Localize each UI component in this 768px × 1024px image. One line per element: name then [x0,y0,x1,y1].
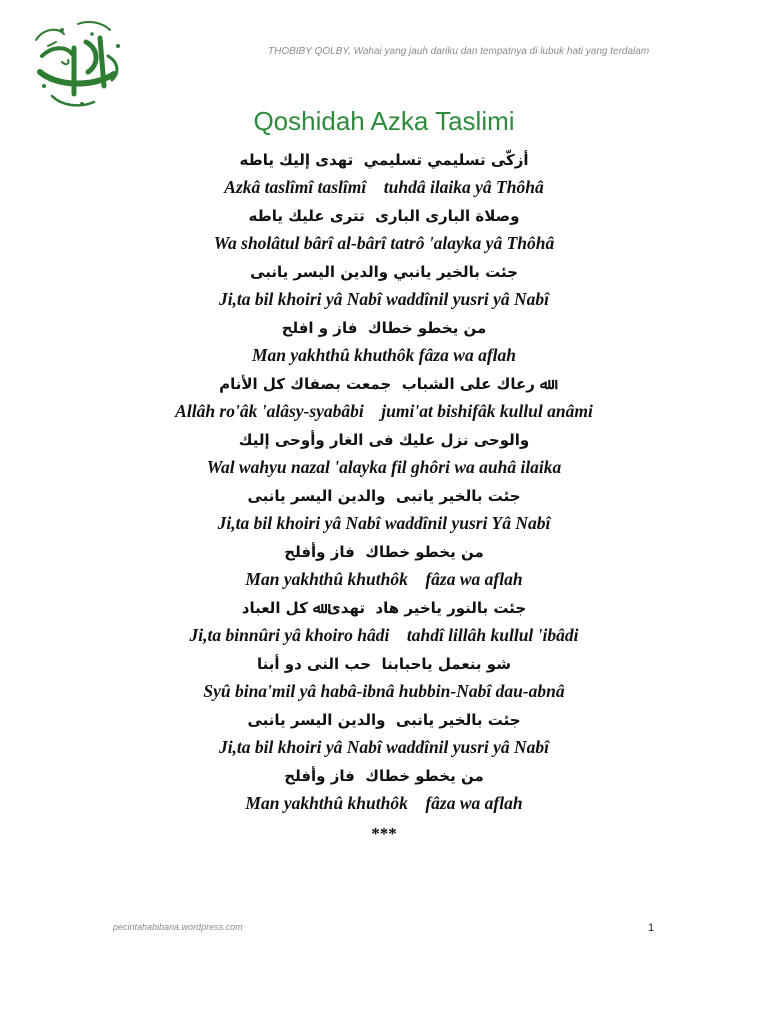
verse-5 [0,370,768,426]
verse-1 [0,146,768,202]
transliteration-line: Man yakhthû khuthôk fâza wa aflah [245,569,523,589]
verse-11 [0,706,768,762]
verse-6 [0,426,768,482]
transliteration-line: Ji,ta binnûri yâ khoiro hâdi tahdî lillâh kullul 'ibâdi [189,625,579,645]
header-text: THOBIBY QOLBY, Wahai yang jauh dariku dan tempatnya di lubuk hati yang terdalam [268,46,650,57]
verse-4 [0,314,768,370]
footer-url: pecintahabibana.wordpress.com [113,922,243,932]
arabic-line: جئت بالخير يانبى والدين اليسر يانبى [247,711,521,729]
page-title: Qoshidah Azka Taslimi [253,106,515,136]
verse-list [0,146,768,818]
transliteration-line: Ji,ta bil khoiri yâ Nabî waddînil yusri yâ Nabî [218,737,550,757]
verse-7 [0,482,768,538]
muhammad-calligraphy-logo [22,16,130,116]
transliteration-line: Allâh ro'âk 'alâsy-syabâbi jumi'at bishifâk kullul anâmi [175,401,593,421]
verse-10 [0,650,768,706]
verse-9 [0,594,768,650]
arabic-line: من يخطو خطاك فاز وأفلح [284,543,484,561]
page-number: 1 [648,922,655,934]
arabic-line: ﷲ رعاك على الشباب جمعت بصفاك كل الأنام [219,375,549,393]
arabic-line: جئت بالخير يانبى والدين اليسر يانبى [247,487,521,505]
arabic-line: شو بنعمل ياحبابنا حب النى دو أبنا [257,655,511,673]
transliteration-line: Wa sholâtul bârî al-bârî tatrô 'alayka yâ Thôhâ [213,233,555,253]
section-separator: *** [371,824,397,843]
transliteration-line: Ji,ta bil khoiri yâ Nabî waddînil yusri Yâ Nabî [217,513,551,533]
arabic-line: أزكّى تسليمي تسليمي تهدى إليك ياطه [239,151,529,169]
verse-2 [0,202,768,258]
verse-3 [0,258,768,314]
transliteration-line: Man yakhthû khuthôk fâza wa aflah [245,793,523,813]
verse-8 [0,538,768,594]
verse-12 [0,762,768,818]
transliteration-line: Ji,ta bil khoiri yâ Nabî waddînil yusri yâ Nabî [218,289,550,309]
arabic-line: والوحى نزل عليك فى الغار وأوحى إليك [238,431,530,449]
transliteration-line: Syû bina'mil yâ habâ-ibnâ hubbin-Nabî dau-abnâ [203,681,565,701]
arabic-line: جئت بالخير يانبي والدين اليسر يانبى [250,263,518,281]
arabic-line: جئت بالنور ياخير هاد تهدى ﷲ كل العباد [241,599,527,617]
arabic-line: وصلاة البارى البارى تترى عليك ياطه [248,207,520,225]
transliteration-line: Man yakhthû khuthôk fâza wa aflah [251,345,517,365]
transliteration-line: Wal wahyu nazal 'alayka fil ghôri wa auhâ ilaika [206,457,562,477]
transliteration-line: Azkâ taslîmî taslîmî tuhdâ ilaika yâ Thôhâ [224,177,544,197]
arabic-line: من يخطو خطاك فاز وأفلح [284,767,484,785]
arabic-line: من يخطو خطاك فاز و افلح [281,319,487,337]
